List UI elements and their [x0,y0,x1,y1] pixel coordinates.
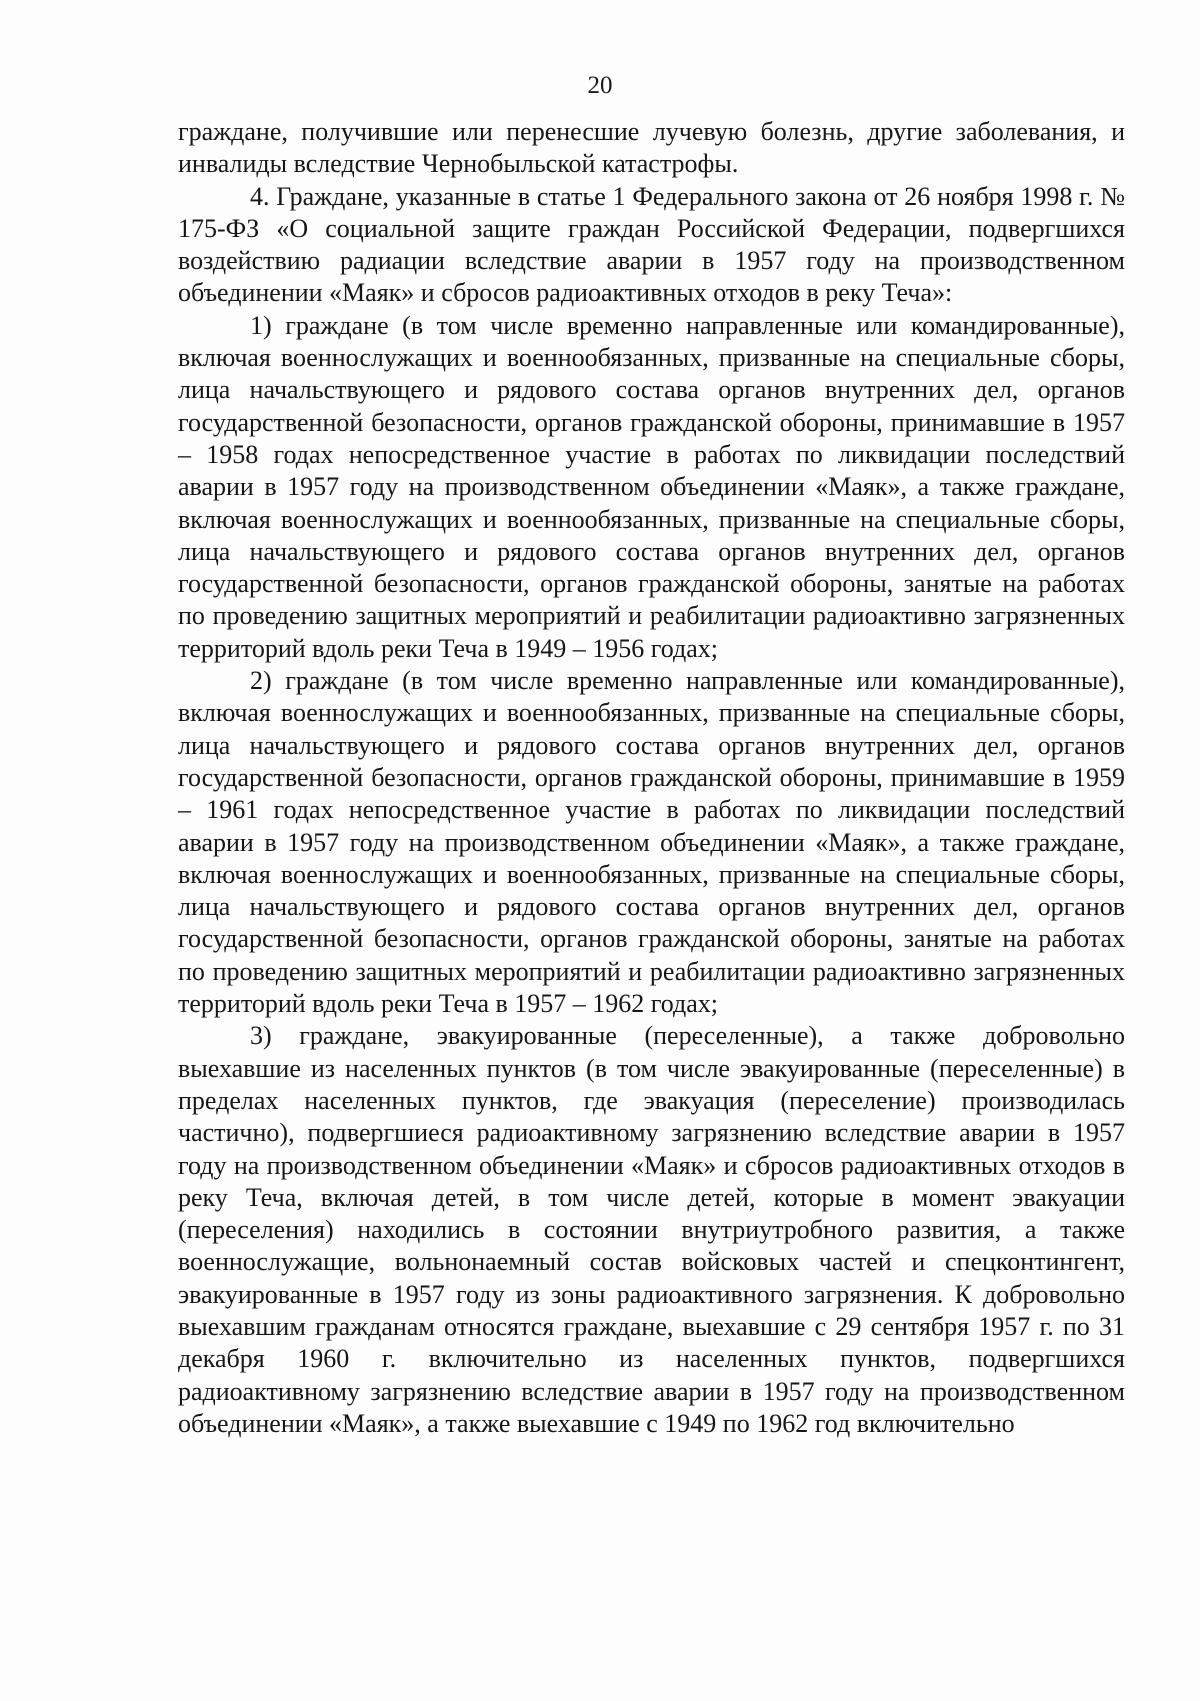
paragraph-subitem-2: 2) граждане (в том числе временно направленные или командированные), включая военнослужащих и военнообязанных, призванные на специальные сборы, лица начальствующего и рядового состава органов внутренних дел, органов государственной безопасности, органов гражданской обороны, принимавшие в 1959 – 1961 годах непосредственное участие в работах по ликвидации последствий аварии в 1957 году на производственном объединении «Маяк», а также граждане, включая военнослужащих и военнообязанных, призванные на специальные сборы, лица начальствующего и рядового состава органов внутренних дел, органов государственной безопасности, органов гражданской обороны, занятые на работах по проведению защитных мероприятий и реабилитации радиоактивно загрязненных территорий вдоль реки Теча в 1957 – 1962 годах; [178,666,1125,1019]
paragraph-subitem-1: 1) граждане (в том числе временно направленные или командированные), включая военнослужащих и военнообязанных, призванные на специальные сборы, лица начальствующего и рядового состава органов внутренних дел, органов государственной безопасности, органов гражданской обороны, принимавшие в 1957 – 1958 годах непосредственное участие в работах по ликвидации последствий аварии в 1957 году на производственном объединении «Маяк», а также граждане, включая военнослужащих и военнообязанных, призванные на специальные сборы, лица начальствующего и рядового состава органов внутренних дел, органов государственной безопасности, органов гражданской обороны, занятые на работах по проведению защитных мероприятий и реабилитации радиоактивно загрязненных территорий вдоль реки Теча в 1949 – 1956 годах; [178,310,1125,663]
document-body [178,116,1125,1440]
paragraph-item-4: 4. Граждане, указанные в статье 1 Федерального закона от 26 ноября 1998 г. № 175-ФЗ «О социальной защите граждан Российской Федерации, подвергшихся воздействию радиации вследствие аварии в 1957 году на производственном объединении «Маяк» и сбросов радиоактивных отходов в реку Теча»: [178,181,1125,308]
paragraph-subitem-3: 3) граждане, эвакуированные (переселенные), а также добровольно выехавшие из населенных пунктов (в том числе эвакуированные (переселенные) в пределах населенных пунктов, где эвакуация (переселение) производилась частично), подвергшиеся радиоактивному загрязнению вследствие аварии в 1957 году на производственном объединении «Маяк» и сбросов радиоактивных отходов в реку Теча, включая детей, в том числе детей, которые в момент эвакуации (переселения) находились в состоянии внутриутробного развития, а также военнослужащие, вольнонаемный состав войсковых частей и спецконтингент, эвакуированные в 1957 году из зоны радиоактивного загрязнения. К добровольно выехавшим гражданам относятся граждане, выехавшие с 29 сентября 1957 г. по 31 декабря 1960 г. включительно из населенных пунктов, подвергшихся радиоактивному загрязнению вследствие аварии в 1957 году на производственном объединении «Маяк», а также выехавшие с 1949 по 1962 год включительно [178,1021,1125,1438]
page-number: 20 [587,72,613,99]
paragraph-continuation: граждане, получившие или перенесшие лучевую болезнь, другие заболевания, и инвалиды вследствие Чернобыльской катастрофы. [178,117,1125,179]
